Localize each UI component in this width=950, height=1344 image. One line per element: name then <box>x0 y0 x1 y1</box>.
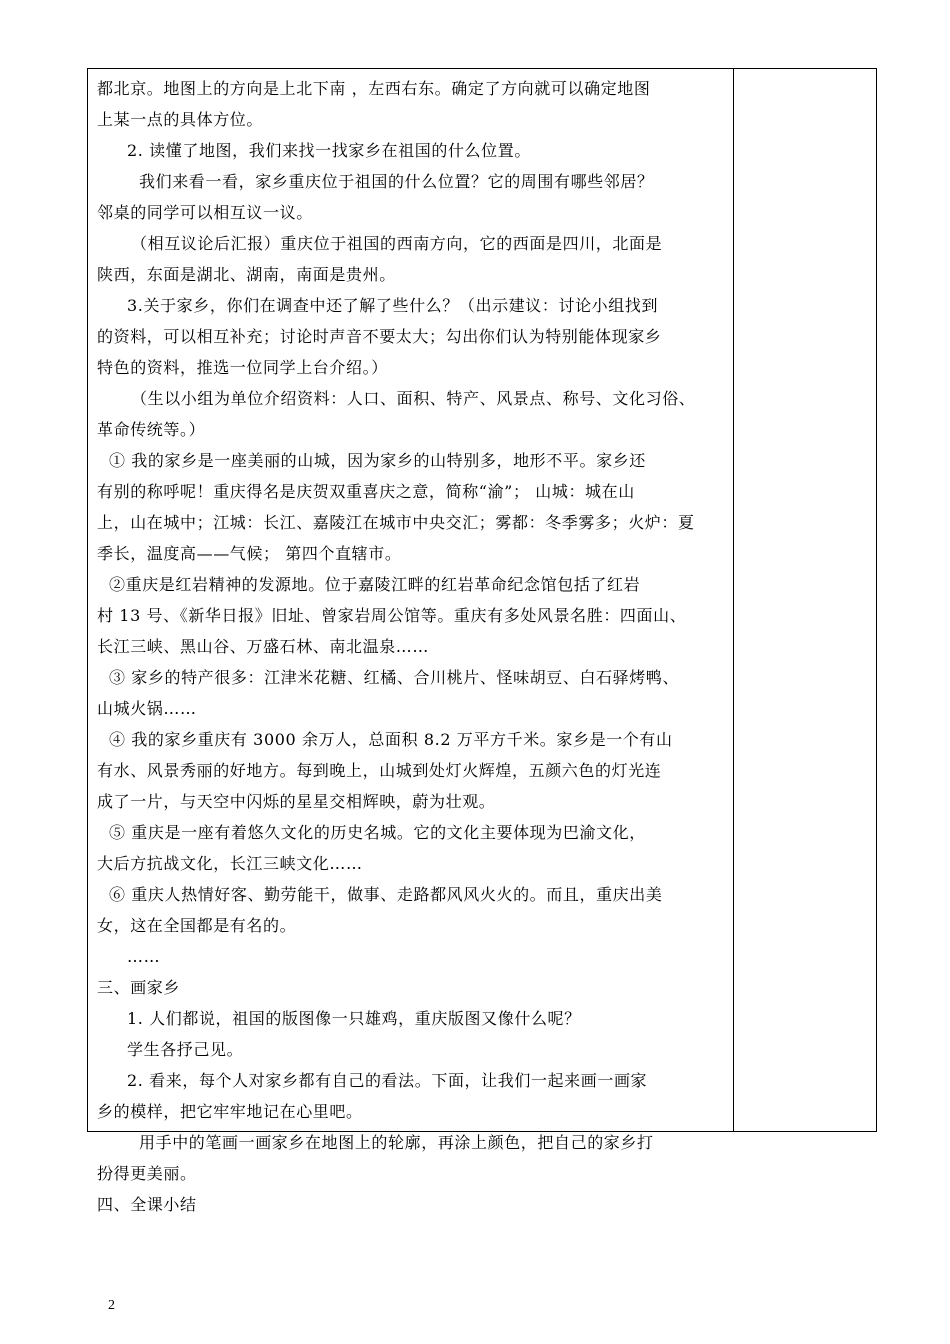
text-line: 革命传统等。） <box>97 420 206 439</box>
text-line: 用手中的笔画一画家乡在地图上的轮廓，再涂上颜色，把自己的家乡打 <box>139 1133 654 1152</box>
text-line: 有别的称呼呢！重庆得名是庆贺双重喜庆之意，简称“渝”； 山城：城在山 <box>97 482 635 501</box>
text-line: 特色的资料，推选一位同学上台介绍。） <box>97 358 388 377</box>
text-line: 1. 人们都说，祖国的版图像一只雄鸡，重庆版图又像什么呢？ <box>127 1009 581 1028</box>
text-line: ④ 我的家乡重庆有 3000 余万人，总面积 8.2 万平方千米。家乡是一个有山 <box>109 730 673 749</box>
text-line: 有水、风景秀丽的好地方。每到晚上，山城到处灯火辉煌，五颜六色的灯光连 <box>97 761 662 780</box>
lesson-table <box>87 68 877 1214</box>
section-heading: 三、画家乡 <box>97 978 181 997</box>
text-line: 山城火锅…… <box>97 699 197 718</box>
notes-cell <box>734 69 876 1131</box>
text-line: 2. 读懂了地图，我们来找一找家乡在祖国的什么位置。 <box>127 141 531 160</box>
text-line: 成了一片，与天空中闪烁的星星交相辉映，蔚为壮观。 <box>97 792 496 811</box>
text-line: 乡的模样，把它牢牢地记在心里吧。 <box>97 1102 363 1121</box>
text-line: 女，这在全国都是有名的。 <box>97 916 297 935</box>
text-line: 上，山在城中；江城：长江、嘉陵江在城市中央交汇；雾都：冬季雾多；火炉：夏 <box>97 513 695 532</box>
text-line: 季长，温度高——气候； 第四个直辖市。 <box>97 544 402 563</box>
lesson-content-cell <box>88 69 734 1214</box>
text-line: 陕西，东面是湖北、湖南，南面是贵州。 <box>97 265 396 284</box>
text-line: 的资料，可以相互补充；讨论时声音不要太大；勾出你们认为特别能体现家乡 <box>97 327 662 346</box>
text-line: 长江三峡、黑山谷、万盛石林、南北温泉…… <box>97 637 430 656</box>
text-line: 村 13 号、《新华日报》旧址、曾家岩周公馆等。重庆有多处风景名胜：四面山、 <box>97 606 687 625</box>
text-line: （生以小组为单位介绍资料：人口、面积、特产、风景点、称号、文化习俗、 <box>131 389 696 408</box>
text-line: ②重庆是红岩精神的发源地。位于嘉陵江畔的红岩革命纪念馆包括了红岩 <box>109 575 641 594</box>
text-line: ⑥ 重庆人热情好客、勤劳能干，做事、走路都风风火火的。而且，重庆出美 <box>109 885 663 904</box>
text-line: 3.关于家乡，你们在调查中还了解了些什么？（出示建议：讨论小组找到 <box>127 296 659 315</box>
text-line: 扮得更美丽。 <box>97 1164 197 1183</box>
text-line: （相互议论后汇报）重庆位于祖国的西南方向，它的西面是四川，北面是 <box>131 234 663 253</box>
text-line: 我们来看一看，家乡重庆位于祖国的什么位置？它的周围有哪些邻居？ <box>139 172 654 191</box>
page-number: 2 <box>108 1298 115 1313</box>
text-line: 都北京。地图上的方向是上北下南 ，左西右东。确定了方向就可以确定地图 <box>97 79 651 98</box>
text-line: ① 我的家乡是一座美丽的山城，因为家乡的山特别多，地形不平。家乡还 <box>109 451 646 470</box>
text-line: ⑤ 重庆是一座有着悠久文化的历史名城。它的文化主要体现为巴渝文化， <box>109 823 646 842</box>
text-line: 上某一点的具体方位。 <box>97 110 264 129</box>
text-line: ③ 家乡的特产很多：江津米花糖、红橘、合川桃片、怪味胡豆、白石驿烤鸭、 <box>109 668 680 687</box>
text-line: 学生各抒己见。 <box>127 1040 244 1059</box>
section-heading: 四、全课小结 <box>97 1195 197 1214</box>
text-line: 邻桌的同学可以相互议一议。 <box>97 203 313 222</box>
text-line: 2. 看来，每个人对家乡都有自己的看法。下面，让我们一起来画一画家 <box>127 1071 648 1090</box>
text-line: …… <box>127 947 161 966</box>
text-line: 大后方抗战文化，长江三峡文化…… <box>97 854 363 873</box>
